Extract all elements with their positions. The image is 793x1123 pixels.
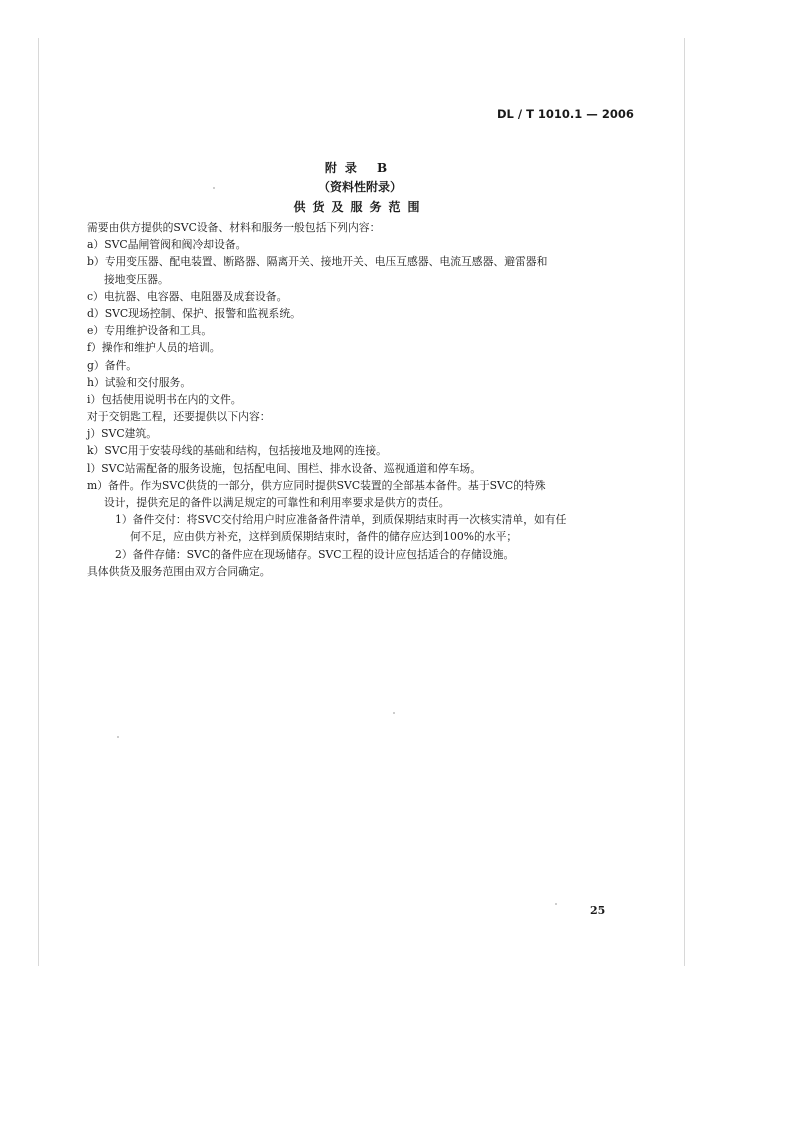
list-item-m-continued: 设计，提供充足的备件以满足规定的可靠性和利用率要求是供方的责任。 [104, 496, 450, 509]
list-item-e: e）专用维护设备和工具。 [87, 324, 213, 338]
turnkey-intro-line: 对于交钥匙工程，还要提供以下内容： [87, 410, 271, 424]
list-item-l: l）SVC站需配备的服务设施，包括配电间、围栏、排水设备、巡视通道和停车场。 [87, 461, 481, 475]
intro-line: 需要由供方提供的SVC设备、材料和服务一般包括下列内容： [87, 221, 381, 234]
list-item-g: g）备件。 [87, 358, 138, 372]
list-item-a: a）SVC晶闸管阀和阀冷却设备。 [87, 238, 247, 252]
list-item-b: b）专用变压器、配电装置、断路器、隔离开关、接地开关、电压互感器、电流互感器、避雷器和 [87, 255, 548, 269]
sub-item-1-continued: 何不足，应由供方补充，这样到质保期结束时，备件的储存应达到100%的水平； [130, 530, 518, 544]
list-item-m: m）备件。作为SVC供货的一部分，供方应同时提供SVC装置的全部基本备件。基于SVC的特殊 [87, 478, 546, 492]
list-item-f: f）操作和维护人员的培训。 [87, 341, 221, 355]
sub-item-2: 2）备件存储：SVC的备件应在现场储存。SVC工程的设计应包括适合的存储设施。 [115, 547, 515, 561]
sub-item-1: 1）备件交付：将SVC交付给用户时应准备备件清单，到质保期结束时再一次核实清单，如有任 [115, 513, 567, 527]
scan-speck [117, 736, 119, 738]
list-item-b-continued: 接地变压器。 [104, 272, 169, 286]
list-item-c: c）电抗器、电容器、电阻器及成套设备。 [87, 289, 288, 303]
list-item-d: d）SVC现场控制、保护、报警和监视系统。 [87, 306, 301, 320]
scan-speck [555, 903, 557, 905]
appendix-subtitle: （资料性附录） [317, 180, 402, 194]
appendix-title: 附录 B [324, 161, 396, 175]
page-number: 25 [590, 904, 606, 917]
list-item-i: i）包括使用说明书在内的文件。 [87, 392, 242, 406]
page-edge-left [38, 38, 39, 966]
page-edge-right [684, 38, 685, 966]
body-text [87, 219, 627, 580]
closing-line: 具体供货及服务范围由双方合同确定。 [87, 564, 271, 578]
scan-speck [213, 187, 215, 189]
list-item-j: j）SVC建筑。 [87, 427, 157, 441]
list-item-h: h）试验和交付服务。 [87, 375, 192, 389]
appendix-heading: 供货及服务范围 [293, 200, 427, 214]
list-item-k: k）SVC用于安装母线的基础和结构，包括接地及地网的连接。 [87, 444, 387, 458]
standard-number: DL / T 1010.1 — 2006 [497, 107, 634, 121]
scan-speck [393, 712, 395, 714]
